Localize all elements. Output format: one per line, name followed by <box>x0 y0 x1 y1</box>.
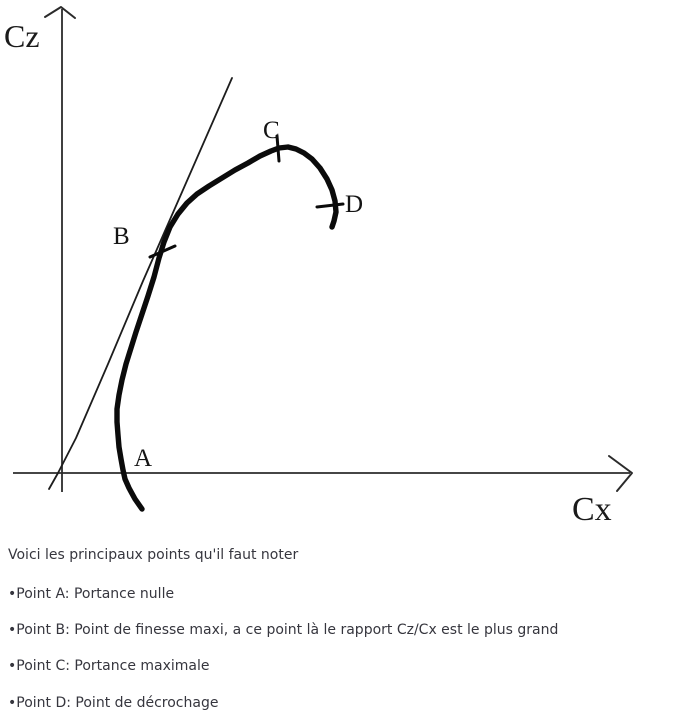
point-label-a: A <box>134 445 153 472</box>
note-point-c: •Point C: Portance maximale <box>8 658 210 674</box>
note-point-a: •Point A: Portance nulle <box>8 586 175 602</box>
note-point-b: •Point B: Point de finesse maxi, a ce point là le rapport Cz/Cx est le plus grand <box>8 622 559 638</box>
x-axis-label: Cx <box>572 491 612 528</box>
point-label-d: D <box>345 191 364 218</box>
tangent-line <box>49 78 232 489</box>
note-point-d: •Point D: Point de décrochage <box>8 695 219 711</box>
notes-intro: Voici les principaux points qu'il faut noter <box>8 547 299 563</box>
point-label-b: B <box>113 223 130 250</box>
point-ticks <box>150 136 343 257</box>
y-axis-arrowhead-icon <box>45 7 75 18</box>
point-tick-d <box>317 204 343 207</box>
axes <box>13 7 632 492</box>
y-axis-label: Cz <box>4 18 40 54</box>
point-label-c: C <box>263 117 280 144</box>
